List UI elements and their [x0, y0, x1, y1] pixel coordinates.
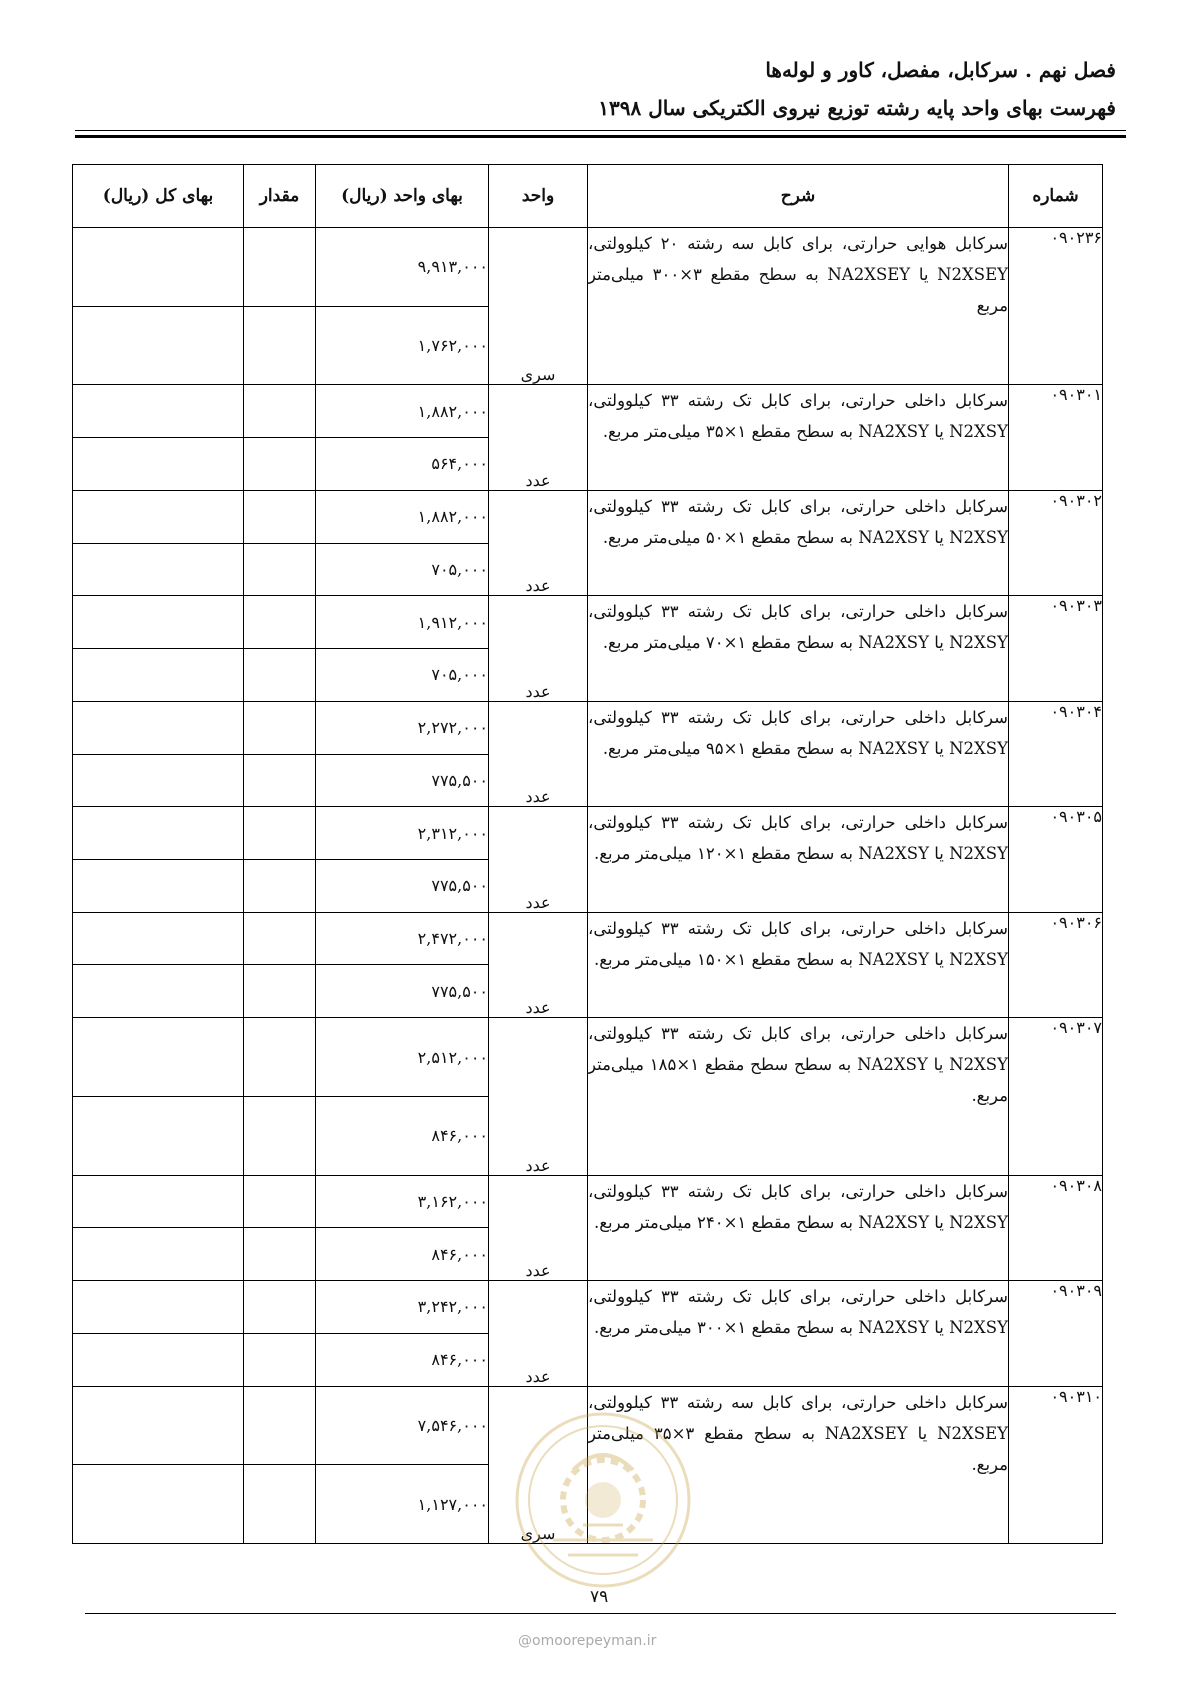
unit-cell: عدد	[489, 385, 588, 490]
item-code-cell: ۰۹۰۳۰۷	[1009, 1018, 1103, 1175]
description-cell: سرکابل داخلی حرارتی، برای کابل تک رشته ۳۳ کیلوولتی، N2XSY یا NA2XSY به سطح سطح مقطع ۱×۱۸۵ میلی‌متر مربع.	[588, 1018, 1009, 1175]
unit-price-cell: ۲,۴۷۲,۰۰۰	[316, 912, 489, 965]
unit-price-cell: ۱,۱۲۷,۰۰۰	[316, 1465, 489, 1544]
description-cell: سرکابل داخلی حرارتی، برای کابل سه رشته ۳۳ کیلوولتی، N2XSEY یا NA2XSEY به سطح مقطع ۳×۳۵ میلی‌متر مربع.	[588, 1386, 1009, 1544]
unit-price-cell: ۷۰۵,۰۰۰	[316, 649, 489, 702]
total-price-cell	[73, 912, 244, 965]
item-code-cell: ۰۹۰۳۰۸	[1009, 1175, 1103, 1280]
header-quantity: مقدار	[244, 165, 316, 228]
unit-cell: سری	[489, 228, 588, 385]
total-price-cell	[73, 754, 244, 807]
quantity-cell	[244, 228, 316, 307]
unit-price-cell: ۲,۳۱۲,۰۰۰	[316, 807, 489, 860]
description-cell: سرکابل داخلی حرارتی، برای کابل تک رشته ۳۳ کیلوولتی، N2XSY یا NA2XSY به سطح مقطع ۱×۱۵۰ میلی‌متر مربع.	[588, 912, 1009, 1017]
quantity-cell	[244, 1386, 316, 1465]
unit-price-cell: ۸۴۶,۰۰۰	[316, 1228, 489, 1281]
description-cell: سرکابل داخلی حرارتی، برای کابل تک رشته ۳۳ کیلوولتی، N2XSY یا NA2XSY به سطح مقطع ۱×۳۵ میلی‌متر مربع.	[588, 385, 1009, 490]
header-unit: واحد	[489, 165, 588, 228]
unit-price-cell: ۲,۵۱۲,۰۰۰	[316, 1018, 489, 1097]
unit-cell: عدد	[489, 1018, 588, 1175]
unit-price-cell: ۱,۸۸۲,۰۰۰	[316, 490, 489, 543]
description-cell: سرکابل داخلی حرارتی، برای کابل تک رشته ۳۳ کیلوولتی، N2XSY یا NA2XSY به سطح مقطع ۱×۳۰۰ میلی‌متر مربع.	[588, 1281, 1009, 1386]
table-row	[73, 385, 1103, 438]
quantity-cell	[244, 438, 316, 491]
item-code-cell: ۰۹۰۳۰۱	[1009, 385, 1103, 490]
total-price-cell	[73, 1175, 244, 1228]
total-price-cell	[73, 1386, 244, 1465]
quantity-cell	[244, 649, 316, 702]
description-cell: سرکابل هوایی حرارتی، برای کابل سه رشته ۲۰ کیلوولتی، N2XSEY یا NA2XSEY به سطح مقطع ۳×۳۰۰ میلی‌متر مربع	[588, 228, 1009, 385]
total-price-cell	[73, 965, 244, 1018]
header-description: شرح	[588, 165, 1009, 228]
total-price-cell	[73, 1018, 244, 1097]
item-code-cell: ۰۹۰۳۰۴	[1009, 701, 1103, 806]
description-cell: سرکابل داخلی حرارتی، برای کابل تک رشته ۳۳ کیلوولتی، N2XSY یا NA2XSY به سطح مقطع ۱×۱۲۰ میلی‌متر مربع.	[588, 807, 1009, 912]
header-rule-thin	[75, 130, 1126, 131]
table-row	[73, 228, 1103, 307]
total-price-cell	[73, 490, 244, 543]
unit-cell: عدد	[489, 912, 588, 1017]
unit-cell: سری	[489, 1386, 588, 1544]
unit-price-cell: ۱,۹۱۲,۰۰۰	[316, 596, 489, 649]
unit-cell: عدد	[489, 1281, 588, 1386]
quantity-cell	[244, 596, 316, 649]
total-price-cell	[73, 1333, 244, 1386]
unit-cell: عدد	[489, 701, 588, 806]
quantity-cell	[244, 807, 316, 860]
quantity-cell	[244, 1333, 316, 1386]
quantity-cell	[244, 965, 316, 1018]
website-watermark: @omoorepeyman.ir	[518, 1633, 657, 1649]
quantity-cell	[244, 1228, 316, 1281]
quantity-cell	[244, 912, 316, 965]
footer-rule	[85, 1613, 1116, 1614]
total-price-cell	[73, 385, 244, 438]
unit-price-cell: ۸۴۶,۰۰۰	[316, 1333, 489, 1386]
table-row	[73, 1018, 1103, 1097]
total-price-cell	[73, 859, 244, 912]
description-cell: سرکابل داخلی حرارتی، برای کابل تک رشته ۳۳ کیلوولتی، N2XSY یا NA2XSY به سطح مقطع ۱×۹۵ میلی‌متر مربع.	[588, 701, 1009, 806]
item-code-cell: ۰۹۰۲۳۶	[1009, 228, 1103, 385]
unit-cell: عدد	[489, 596, 588, 701]
price-list-title: فهرست بهای واحد پایه رشته توزیع نیروی الکتریکی سال ۱۳۹۸	[598, 96, 1116, 120]
header-code: شماره	[1009, 165, 1103, 228]
total-price-cell	[73, 438, 244, 491]
total-price-cell	[73, 649, 244, 702]
unit-price-cell: ۱,۷۶۲,۰۰۰	[316, 306, 489, 385]
price-table	[72, 164, 1103, 1544]
item-code-cell: ۰۹۰۳۰۳	[1009, 596, 1103, 701]
unit-price-cell: ۷,۵۴۶,۰۰۰	[316, 1386, 489, 1465]
total-price-cell	[73, 807, 244, 860]
item-code-cell: ۰۹۰۳۱۰	[1009, 1386, 1103, 1544]
table-row	[73, 1175, 1103, 1228]
table-row	[73, 1386, 1103, 1465]
quantity-cell	[244, 859, 316, 912]
unit-price-cell: ۷۰۵,۰۰۰	[316, 543, 489, 596]
unit-price-cell: ۳,۱۶۲,۰۰۰	[316, 1175, 489, 1228]
item-code-cell: ۰۹۰۳۰۹	[1009, 1281, 1103, 1386]
unit-price-cell: ۵۶۴,۰۰۰	[316, 438, 489, 491]
unit-price-cell: ۲,۲۷۲,۰۰۰	[316, 701, 489, 754]
quantity-cell	[244, 1018, 316, 1097]
chapter-title: فصل نهم . سرکابل، مفصل، کاور و لوله‌ها	[765, 58, 1116, 82]
total-price-cell	[73, 1281, 244, 1334]
total-price-cell	[73, 1228, 244, 1281]
quantity-cell	[244, 385, 316, 438]
table-row	[73, 912, 1103, 965]
quantity-cell	[244, 1281, 316, 1334]
quantity-cell	[244, 1465, 316, 1544]
total-price-cell	[73, 1465, 244, 1544]
total-price-cell	[73, 543, 244, 596]
table-row	[73, 807, 1103, 860]
table-row	[73, 701, 1103, 754]
quantity-cell	[244, 701, 316, 754]
unit-price-cell: ۳,۲۴۲,۰۰۰	[316, 1281, 489, 1334]
total-price-cell	[73, 228, 244, 307]
total-price-cell	[73, 596, 244, 649]
page-number: ۷۹	[590, 1587, 609, 1607]
quantity-cell	[244, 490, 316, 543]
header-rule-thick	[75, 135, 1126, 138]
unit-cell: عدد	[489, 1175, 588, 1280]
item-code-cell: ۰۹۰۳۰۲	[1009, 490, 1103, 595]
description-cell: سرکابل داخلی حرارتی، برای کابل تک رشته ۳۳ کیلوولتی، N2XSY یا NA2XSY به سطح مقطع ۱×۷۰ میلی‌متر مربع.	[588, 596, 1009, 701]
total-price-cell	[73, 701, 244, 754]
unit-price-cell: ۷۷۵,۵۰۰	[316, 965, 489, 1018]
unit-price-cell: ۷۷۵,۵۰۰	[316, 754, 489, 807]
description-cell: سرکابل داخلی حرارتی، برای کابل تک رشته ۳۳ کیلوولتی، N2XSY یا NA2XSY به سطح مقطع ۱×۵۰ میلی‌متر مربع.	[588, 490, 1009, 595]
table-row	[73, 1281, 1103, 1334]
table-row	[73, 490, 1103, 543]
item-code-cell: ۰۹۰۳۰۵	[1009, 807, 1103, 912]
table-header-row	[73, 165, 1103, 228]
quantity-cell	[244, 306, 316, 385]
unit-cell: عدد	[489, 490, 588, 595]
total-price-cell	[73, 306, 244, 385]
unit-price-cell: ۸۴۶,۰۰۰	[316, 1096, 489, 1175]
table-row	[73, 596, 1103, 649]
header-total-price: بهای کل (ریال)	[73, 165, 244, 228]
total-price-cell	[73, 1096, 244, 1175]
unit-price-cell: ۱,۸۸۲,۰۰۰	[316, 385, 489, 438]
quantity-cell	[244, 1175, 316, 1228]
item-code-cell: ۰۹۰۳۰۶	[1009, 912, 1103, 1017]
description-cell: سرکابل داخلی حرارتی، برای کابل تک رشته ۳۳ کیلوولتی، N2XSY یا NA2XSY به سطح مقطع ۱×۲۴۰ میلی‌متر مربع.	[588, 1175, 1009, 1280]
quantity-cell	[244, 1096, 316, 1175]
quantity-cell	[244, 754, 316, 807]
unit-price-cell: ۹,۹۱۳,۰۰۰	[316, 228, 489, 307]
header-unit-price: بهای واحد (ریال)	[316, 165, 489, 228]
unit-cell: عدد	[489, 807, 588, 912]
unit-price-cell: ۷۷۵,۵۰۰	[316, 859, 489, 912]
quantity-cell	[244, 543, 316, 596]
